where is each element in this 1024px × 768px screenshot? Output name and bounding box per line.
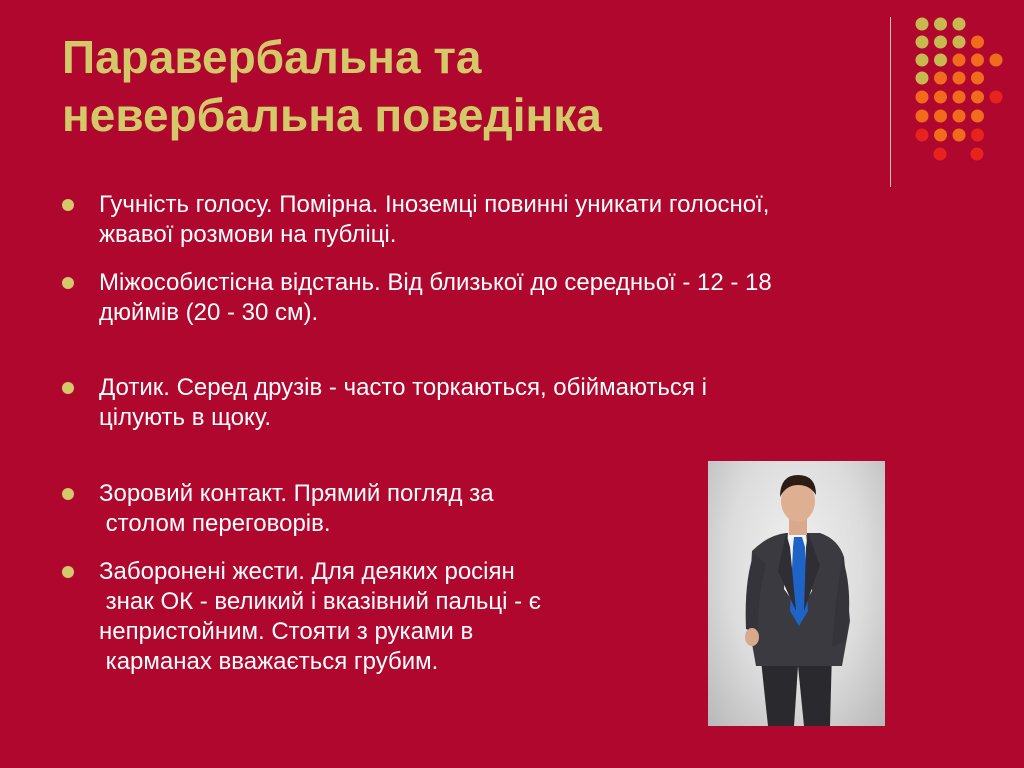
decorative-dot [934, 91, 947, 104]
bullet-line: жвавої розмови на публіці. [99, 221, 397, 248]
decorative-dot [916, 54, 929, 67]
decorative-dot [934, 18, 947, 31]
decorative-dot [971, 129, 984, 142]
bullet-line: дюймів (20 - 30 см). [99, 299, 319, 326]
businessman-photo [708, 461, 885, 726]
bullet-line: Заборонені жести. Для деяких росіян [99, 558, 515, 585]
decorative-dot [953, 36, 966, 49]
decorative-dot [971, 91, 984, 104]
bullet-line: карманах вважається грубим. [99, 648, 439, 675]
bullet-line: Міжособистісна відстань. Від близької до середньої - 12 - 18 [99, 269, 772, 296]
decorative-dot-grid [0, 0, 1024, 200]
decorative-dot [990, 91, 1003, 104]
bullet-icon [62, 277, 74, 289]
decorative-dot [934, 36, 947, 49]
decorative-dot [916, 36, 929, 49]
decorative-dot [916, 91, 929, 104]
bullet-text [99, 268, 949, 328]
decorative-dot [990, 54, 1003, 67]
bullet-line: Гучність голосу. Помірна. Іноземці повинні уникати голосної, [99, 191, 770, 218]
decorative-dot [934, 72, 947, 85]
decorative-dot [934, 54, 947, 67]
bullet-line: цілують в щоку. [99, 404, 271, 431]
bullet-icon [62, 566, 74, 578]
person-illustration [708, 461, 885, 726]
decorative-dot [916, 129, 929, 142]
decorative-dot [953, 110, 966, 123]
decorative-dot [934, 110, 947, 123]
decorative-dot [916, 110, 929, 123]
decorative-dot [971, 148, 984, 161]
decorative-dot [953, 72, 966, 85]
bullet-text [99, 373, 949, 433]
bullet-icon [62, 382, 74, 394]
bullet-icon [62, 488, 74, 500]
bullet-line: столом переговорів. [99, 510, 331, 537]
decorative-dot [916, 18, 929, 31]
title-line-1: Паравербальна та [62, 31, 482, 83]
bullet-line: Зоровий контакт. Прямий погляд за [99, 480, 494, 507]
decorative-dot [953, 129, 966, 142]
decorative-dot [953, 54, 966, 67]
decorative-dot [971, 54, 984, 67]
bullet-line: знак ОК - великий і вказівний пальці - є [99, 588, 542, 615]
decorative-dot [971, 110, 984, 123]
title-line-2: невербальна поведінка [62, 89, 602, 141]
decorative-dot [971, 36, 984, 49]
decorative-dot [916, 72, 929, 85]
decorative-dot [934, 148, 947, 161]
bullet-text [99, 190, 949, 250]
decorative-dot [953, 18, 966, 31]
bullet-icon [62, 199, 74, 211]
decorative-dot [971, 72, 984, 85]
decorative-dot [934, 129, 947, 142]
decorative-dot [953, 91, 966, 104]
bullet-line: непристойним. Стояти з руками в [99, 618, 474, 645]
bullet-line: Дотик. Серед друзів - часто торкаються, обіймаються і [99, 374, 707, 401]
